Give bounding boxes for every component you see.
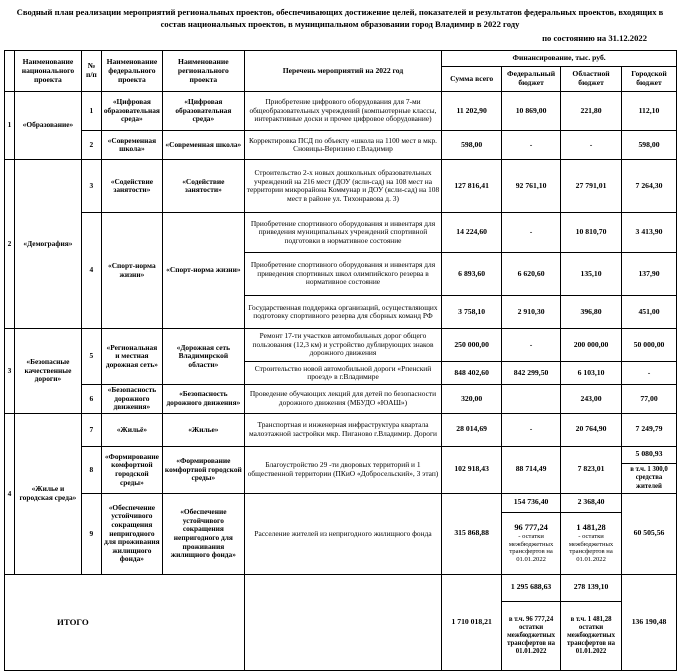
city-budget-cell: 7 249,79	[622, 413, 677, 446]
document-title: Сводный план реализации мероприятий региональных проектов, обеспечивающих достижение целей, показателей и результатов федеральных проектов, входящих в состав национальных проектов, в муниципальном образовании город Владимир в 2022 году	[16, 7, 664, 29]
table-row	[5, 92, 677, 131]
regional-project-cell: «Обеспечение устойчивого сокращения непригодного для проживания жилищного фонда»	[162, 493, 244, 574]
sum-cell: 3 758,10	[442, 296, 502, 329]
total-federal-budget-cell	[502, 574, 561, 670]
row-number-cell: 1	[81, 92, 101, 131]
sum-cell: 250 000,00	[442, 329, 502, 362]
regional-budget-remainder	[561, 513, 621, 574]
section-number-cell: 4	[5, 413, 15, 574]
city-budget-cell: 3 413,90	[622, 213, 677, 253]
total-regional-note: в т.ч. 1 481,28 остатки межбюджетных трансфертов на 01.01.2022	[567, 615, 616, 656]
sum-cell: 6 893,60	[442, 253, 502, 296]
sum-cell: 598,00	[442, 131, 502, 160]
table-row	[5, 160, 677, 213]
total-federal-top-value: 1 295 688,63	[502, 575, 560, 602]
federal-project-cell: «Жильё»	[101, 413, 162, 446]
federal-budget-remainder	[502, 513, 560, 574]
section-number-cell: 2	[5, 160, 15, 329]
federal-remainder-value: 96 777,24	[514, 523, 548, 533]
city-budget-cell: 77,00	[622, 385, 677, 414]
total-federal-note: в т.ч. 96 777,24 остатки межбюджетных трансфертов на 01.01.2022	[507, 615, 556, 656]
corner-header-cell	[5, 51, 15, 92]
section-name-cell: «Образование»	[14, 92, 81, 160]
regional-project-cell: «Спорт-норма жизни»	[162, 213, 244, 329]
regional-remainder-value: 1 481,28	[576, 523, 606, 533]
city-budget-top-value: 5 080,93	[622, 447, 676, 464]
financing-group-header: Финансирование, тыс. руб.	[442, 51, 677, 67]
sum-cell: 127 816,41	[442, 160, 502, 213]
city-budget-cell: 7 264,30	[622, 160, 677, 213]
regional-budget-cell: 200 000,00	[561, 329, 622, 362]
activity-cell: Строительство 2-х новых дошкольных образовательных учреждений на 216 мест (ДОУ (ясли-сад) на 108 мест на территории микрорайона Коммунар и ДОУ (ясли-сад) на 108 мест в районе ул. Тихонравова д. 3)	[244, 160, 441, 213]
regional-budget-cell: 20 764,90	[561, 413, 622, 446]
city-budget-cell: 137,90	[622, 253, 677, 296]
col-header-regional-budget: Областной бюджет	[561, 67, 622, 92]
row-number-cell: 9	[81, 493, 101, 574]
row-number-cell: 3	[81, 160, 101, 213]
col-header-city-budget: Городской бюджет	[622, 67, 677, 92]
activity-cell: Расселение жителей из непригодного жилищного фонда	[244, 493, 441, 574]
federal-project-cell: «Обеспечение устойчивого сокращения непригодного для проживания жилищного фонда»	[101, 493, 162, 574]
city-budget-cell: 598,00	[622, 131, 677, 160]
table-row	[5, 329, 677, 362]
federal-budget-cell: 92 761,10	[502, 160, 561, 213]
regional-project-cell: «Дорожная сеть Владимирской области»	[162, 329, 244, 385]
regional-project-cell: «Цифровая образовательная среда»	[162, 92, 244, 131]
sum-cell: 11 202,90	[442, 92, 502, 131]
sum-cell: 28 014,69	[442, 413, 502, 446]
regional-project-cell: «Формирование комфортной городской среды»	[162, 446, 244, 493]
regional-project-cell: «Безопасность дорожного движения»	[162, 385, 244, 414]
col-header-regional: Наименование регионального проекта	[162, 51, 244, 92]
table-row	[5, 446, 677, 493]
table-row	[5, 213, 677, 253]
col-header-national: Наименование национального проекта	[14, 51, 81, 92]
regional-budget-cell: 243,00	[561, 385, 622, 414]
sum-cell: 848 402,60	[442, 362, 502, 385]
activity-cell: Приобретение цифрового оборудования для 7-ми общеобразовательных учреждений (компьютерные классы, интерактивные доски и прочее цифровое оборудование)	[244, 92, 441, 131]
federal-budget-top-value: 154 736,40	[502, 494, 560, 513]
row-number-cell: 4	[81, 213, 101, 329]
federal-budget-cell	[502, 493, 561, 574]
section-name-cell: «Жилье и городская среда»	[14, 413, 81, 574]
regional-budget-top-value: 2 368,40	[561, 494, 621, 513]
regional-budget-cell: 7 823,01	[561, 446, 622, 493]
regional-budget-cell	[561, 493, 622, 574]
regional-budget-cell: 27 791,01	[561, 160, 622, 213]
regional-project-cell: «Содействие занятости»	[162, 160, 244, 213]
regional-budget-cell: 10 810,70	[561, 213, 622, 253]
federal-project-cell: «Цифровая образовательная среда»	[101, 92, 162, 131]
activity-cell: Проведение обучающих лекций для детей по безопасности дорожного движения (МБУДО «ЮАШ»)	[244, 385, 441, 414]
city-budget-cell: -	[622, 362, 677, 385]
regional-project-cell: «Современная школа»	[162, 131, 244, 160]
col-header-activities: Перечень мероприятий на 2022 год	[244, 51, 441, 92]
sum-cell: 320,00	[442, 385, 502, 414]
federal-project-cell: «Содействие занятости»	[101, 160, 162, 213]
total-sum-cell: 1 710 018,21	[442, 574, 502, 670]
federal-project-cell: «Безопасность дорожного движения»	[101, 385, 162, 414]
regional-budget-cell: 6 103,10	[561, 362, 622, 385]
sum-cell: 315 868,88	[442, 493, 502, 574]
activity-cell: Транспортная и инженерная инфраструктура квартала малоэтажной застройки мкр. Пиганово г.Владимир. Дороги	[244, 413, 441, 446]
city-budget-cell: 50 000,00	[622, 329, 677, 362]
table-row	[5, 413, 677, 446]
regional-remainder-note: - остатки межбюджетных трансфертов на 01.01.2022	[568, 533, 614, 563]
row-number-cell: 2	[81, 131, 101, 160]
col-header-num: № п/п	[81, 51, 101, 92]
total-city-budget-cell: 136 190,48	[622, 574, 677, 670]
regional-budget-cell: 396,80	[561, 296, 622, 329]
federal-budget-cell: 2 910,30	[502, 296, 561, 329]
sum-cell: 102 918,43	[442, 446, 502, 493]
col-header-sum: Сумма всего	[442, 67, 502, 92]
table-row	[5, 385, 677, 414]
col-header-federal: Наименование федерального проекта	[101, 51, 162, 92]
total-row	[5, 574, 677, 670]
federal-project-cell: «Современная школа»	[101, 131, 162, 160]
federal-budget-cell: -	[502, 131, 561, 160]
federal-project-cell: «Спорт-норма жизни»	[101, 213, 162, 329]
federal-budget-cell: 6 620,60	[502, 253, 561, 296]
federal-budget-cell	[502, 385, 561, 414]
city-budget-cell: 60 505,56	[622, 493, 677, 574]
activity-cell: Приобретение спортивного оборудования и инвентаря для приведения спортивных школ олимпийского резерва в нормативное состояние	[244, 253, 441, 296]
regional-project-cell: «Жилье»	[162, 413, 244, 446]
federal-project-cell: «Формирование комфортной городской среды»	[101, 446, 162, 493]
city-budget-cell: 451,00	[622, 296, 677, 329]
section-number-cell: 1	[5, 92, 15, 160]
activity-cell: Корректировка ПСД по объекту «школа на 1100 мест в мкр. Сновицы-Веризино г.Владимир	[244, 131, 441, 160]
federal-budget-cell: 842 299,50	[502, 362, 561, 385]
activity-cell: Строительство новой автомобильной дороги «Рпенский проезд» в г.Владимире	[244, 362, 441, 385]
as-of-date: по состоянию на 31.12.2022	[542, 33, 647, 44]
section-number-cell: 3	[5, 329, 15, 414]
city-budget-cell: 112,10	[622, 92, 677, 131]
col-header-federal-budget: Федеральный бюджет	[502, 67, 561, 92]
federal-remainder-note: - остатки межбюджетных трансфертов на 01.01.2022	[508, 533, 554, 563]
row-number-cell: 6	[81, 385, 101, 414]
regional-budget-cell: -	[561, 131, 622, 160]
section-name-cell: «Безопасные качественные дороги»	[14, 329, 81, 414]
federal-budget-cell: -	[502, 213, 561, 253]
plan-table	[4, 50, 677, 671]
row-number-cell: 5	[81, 329, 101, 385]
total-regional-top-value: 278 139,10	[561, 575, 621, 602]
section-name-cell: «Демография»	[14, 160, 81, 329]
row-number-cell: 7	[81, 413, 101, 446]
city-budget-cell	[622, 446, 677, 493]
row-number-cell: 8	[81, 446, 101, 493]
total-regional-budget-cell	[561, 574, 622, 670]
federal-budget-cell: 88 714,49	[502, 446, 561, 493]
activity-cell: Благоустройство 29 -ти дворовых территорий и 1 общественной территории (ПКиО «Добросельский», 3 этап)	[244, 446, 441, 493]
table-row	[5, 131, 677, 160]
sum-cell: 14 224,60	[442, 213, 502, 253]
table-row	[5, 493, 677, 574]
total-label: ИТОГО	[5, 574, 245, 670]
federal-budget-cell: -	[502, 413, 561, 446]
federal-budget-cell: 10 869,00	[502, 92, 561, 131]
activity-cell: Государственная поддержка организаций, осуществляющих подготовку спортивного резерва для сборных команд РФ	[244, 296, 441, 329]
activity-cell: Приобретение спортивного оборудования и инвентаря для приведения муниципальных учреждений спортивной подготовки в нормативное состояние	[244, 213, 441, 253]
federal-budget-cell: -	[502, 329, 561, 362]
city-budget-note: в т.ч. 1 300,0 средства жителей	[630, 466, 668, 490]
regional-budget-cell: 221,80	[561, 92, 622, 131]
total-activity-empty-cell	[244, 574, 441, 670]
activity-cell: Ремонт 17-ти участков автомобильных дорог общего пользования (12,3 км) и устройство дублирующих знаков дорожного движения	[244, 329, 441, 362]
federal-project-cell: «Региональная и местная дорожная сеть»	[101, 329, 162, 385]
regional-budget-cell: 135,10	[561, 253, 622, 296]
